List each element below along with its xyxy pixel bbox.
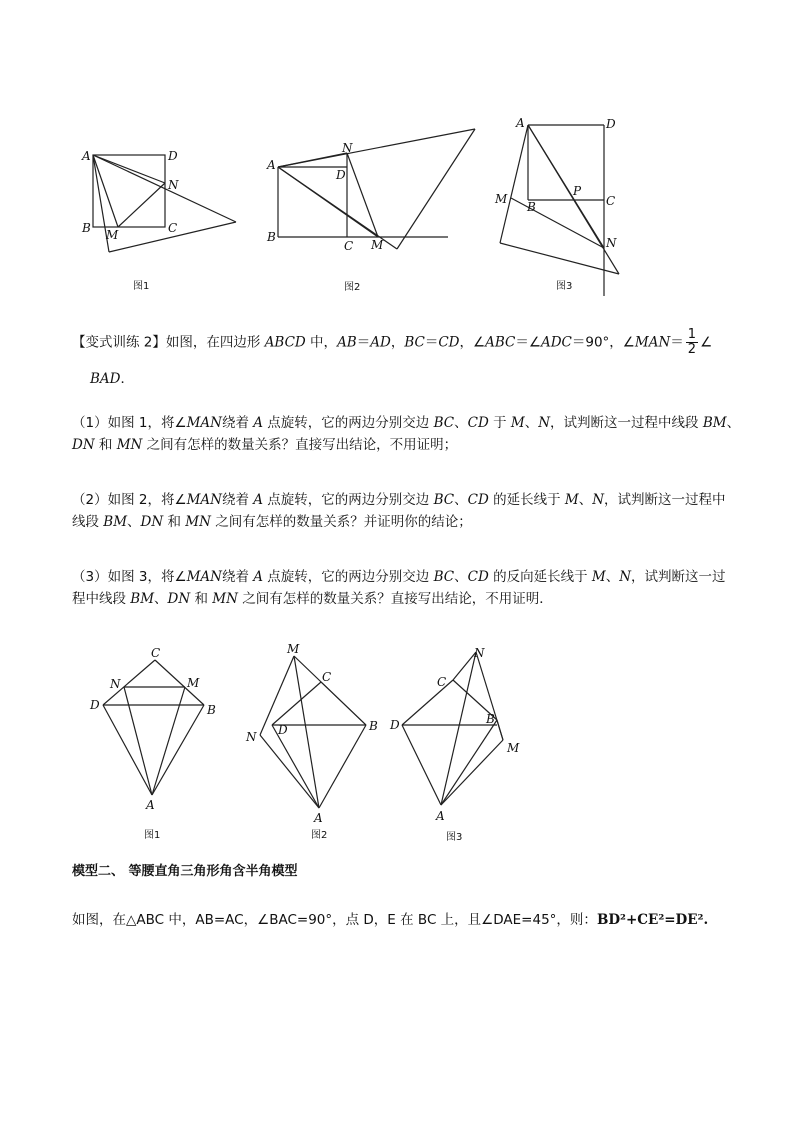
label-c: C: [151, 646, 161, 660]
segment-am: [441, 740, 503, 805]
exercise-heading: 【变式训练 2】: [72, 334, 166, 351]
label-a: A: [146, 798, 155, 812]
label-d: D: [168, 149, 178, 163]
question-2: （2）如图 2，将∠MAN绕着 A 点旋转，它的两边分别交边 BC、CD 的延长线于 M、N，试判断这一过程中 线段 BM、DN 和 MN 之间有怎样的数量关系？并证明你的结论；: [72, 492, 726, 530]
segment-an: [93, 155, 165, 183]
segment-an: [260, 735, 319, 808]
segment-am-extended: [500, 125, 528, 243]
label-c: C: [344, 239, 354, 253]
bottom-figure-1: [85, 640, 225, 850]
figure-caption: 图2: [344, 282, 361, 293]
model-statement: [72, 909, 732, 931]
label-n: N: [474, 646, 485, 660]
label-d: D: [390, 718, 400, 732]
label-c: C: [168, 221, 178, 235]
segment-ba: [152, 705, 204, 795]
segment-da: [402, 725, 441, 805]
label-a: A: [516, 116, 525, 130]
segment-mn: [347, 153, 378, 237]
label-a: A: [82, 149, 91, 163]
label-b: B: [82, 221, 91, 235]
label-b: B: [527, 200, 536, 214]
triangle-side-2: [500, 243, 619, 274]
label-a: A: [314, 811, 323, 825]
segment-mn: [511, 198, 604, 248]
segment-an: [124, 687, 152, 795]
label-m: M: [106, 228, 119, 242]
label-n: N: [246, 730, 257, 744]
fraction-one-half: $\frac{1}{2}$: [687, 327, 697, 357]
label-c: C: [437, 675, 447, 689]
label-d: D: [90, 698, 100, 712]
figure-caption: 图1: [133, 281, 150, 292]
label-d: D: [278, 723, 288, 737]
label-b: B: [207, 703, 216, 717]
label-m: M: [187, 676, 200, 690]
segment-ba: [319, 725, 366, 808]
exercise-statement-cont: BAD．: [90, 371, 134, 387]
bottom-figure-2: [240, 640, 385, 850]
model-text: 如图，在△ABC 中，AB=AC，∠BAC=90°，点 D，E 在 BC 上，且∠DAE=45°，则：: [72, 912, 597, 928]
label-d: D: [606, 117, 616, 131]
figure-caption: 图2: [311, 830, 328, 841]
label-n: N: [168, 178, 179, 192]
segment-am: [93, 155, 118, 227]
triangle-side-1: [278, 129, 475, 167]
question-1: （1）如图 1，将∠MAN绕着 A 点旋转，它的两边分别交边 BC、CD 于 M、N，试判断这一过程中线段 BM、 DN 和 MN 之间有怎样的数量关系？直接写出结论，不用证明；: [72, 415, 741, 453]
label-m: M: [495, 192, 508, 206]
segment-da: [103, 705, 152, 795]
segment-dc: [272, 682, 321, 725]
label-n: N: [606, 236, 617, 250]
label-m: M: [287, 642, 300, 656]
triangle-side-2: [397, 129, 475, 249]
figure-caption: 图3: [556, 281, 573, 292]
label-c: C: [606, 194, 616, 208]
bottom-figure-3: [385, 640, 530, 850]
figure-caption: 图1: [144, 830, 161, 841]
model-title: 模型二、 等腰直角三角形角含半角模型: [72, 864, 298, 879]
label-b: B: [486, 712, 495, 726]
segment-mn: [118, 183, 165, 227]
model-result: BD²+CE²=DE².: [596, 912, 709, 928]
segment-am: [152, 687, 185, 795]
segment-mc-extended: [294, 656, 366, 725]
segment-ba: [441, 720, 497, 805]
label-c: C: [322, 670, 332, 684]
label-b: B: [267, 230, 276, 244]
label-a: A: [436, 809, 445, 823]
segment-nm: [260, 656, 294, 735]
label-p: P: [573, 184, 582, 198]
figure-caption: 图3: [446, 832, 463, 843]
top-figure-3: [490, 112, 630, 300]
label-m: M: [507, 741, 520, 755]
segment-bm-extended: [497, 720, 503, 740]
label-b: B: [369, 719, 378, 733]
exercise-statement: 【变式训练 2】如图，在四边形 ABCD 中，AB＝AD，BC＝CD，∠ABC＝∠ADC＝90°，∠MAN＝ $\frac{1}{2}$ ∠: [72, 327, 713, 357]
top-figure-1: [70, 135, 250, 300]
question-3: （3）如图 3，将∠MAN绕着 A 点旋转，它的两边分别交边 BC、CD 的反向延长线于 M、N，试判断这一过 程中线段 BM、DN 和 MN 之间有怎样的数量关系？直接写出结论，不用证明．: [72, 569, 726, 607]
label-a: A: [267, 158, 276, 172]
label-d: D: [336, 168, 346, 182]
label-n: N: [110, 677, 121, 691]
segment-an: [441, 652, 476, 805]
label-n: N: [342, 141, 353, 155]
top-figure-2: [260, 125, 480, 300]
label-m: M: [371, 238, 384, 252]
